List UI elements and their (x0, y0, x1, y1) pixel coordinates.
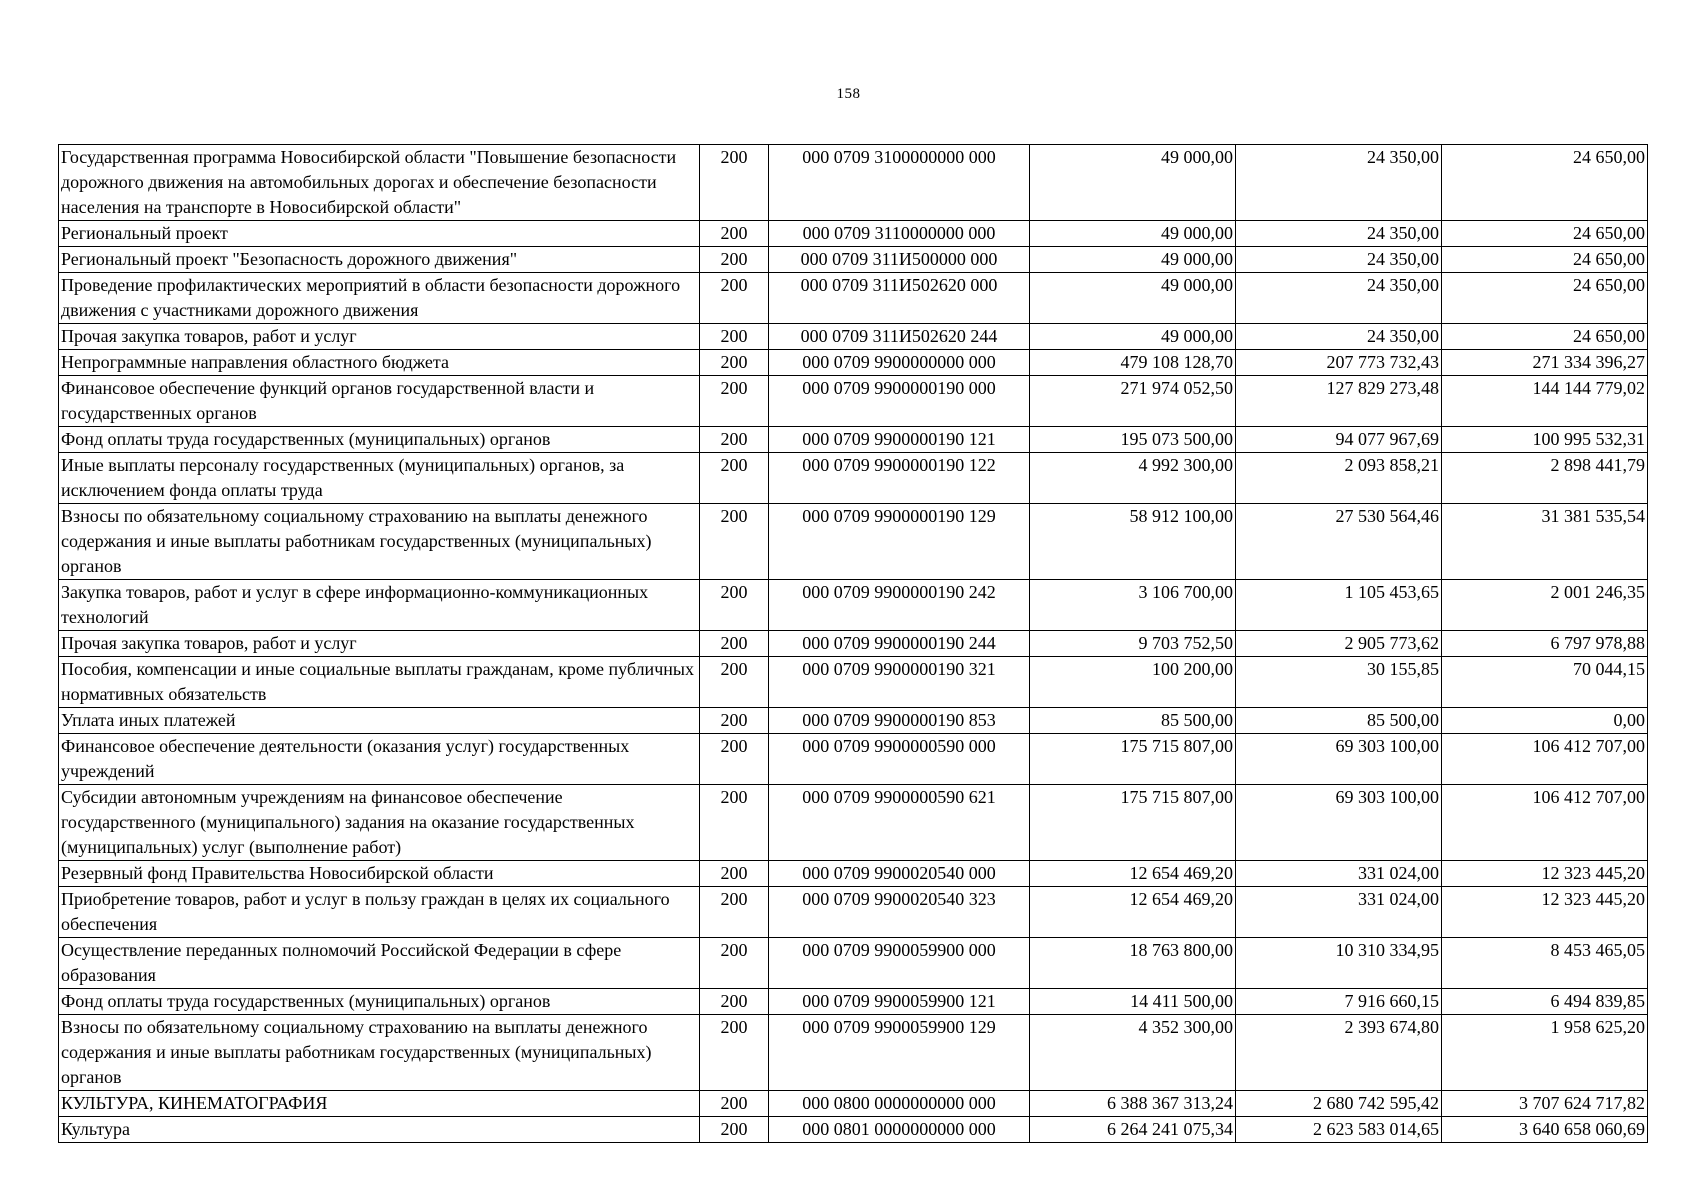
row-value-remaining: 100 995 532,31 (1442, 427, 1648, 453)
row-value-executed: 85 500,00 (1236, 708, 1442, 734)
row-value-remaining: 12 323 445,20 (1442, 861, 1648, 887)
row-value-assigned: 85 500,00 (1030, 708, 1236, 734)
row-name: Субсидии автономным учреждениям на финансовое обеспечение государственного (муниципального) задания на оказание государственных (муниципальных) услуг (выполнение работ) (59, 785, 700, 861)
row-kbk-code: 000 0709 311И502620 244 (769, 324, 1030, 350)
row-name: Финансовое обеспечение деятельности (оказания услуг) государственных учреждений (59, 734, 700, 785)
row-kbk-code: 000 0709 9900020540 000 (769, 861, 1030, 887)
table-row (59, 453, 1648, 504)
row-code: 200 (700, 861, 769, 887)
row-value-executed: 331 024,00 (1236, 861, 1442, 887)
row-value-remaining: 8 453 465,05 (1442, 938, 1648, 989)
row-kbk-code: 000 0709 9900000190 242 (769, 580, 1030, 631)
row-value-executed: 2 905 773,62 (1236, 631, 1442, 657)
row-value-executed: 69 303 100,00 (1236, 785, 1442, 861)
row-kbk-code: 000 0709 3110000000 000 (769, 221, 1030, 247)
row-value-remaining: 31 381 535,54 (1442, 504, 1648, 580)
row-value-remaining: 6 494 839,85 (1442, 989, 1648, 1015)
table-row (59, 1117, 1648, 1143)
table-row (59, 861, 1648, 887)
row-value-assigned: 175 715 807,00 (1030, 785, 1236, 861)
row-kbk-code: 000 0709 9900000190 000 (769, 376, 1030, 427)
row-code: 200 (700, 221, 769, 247)
row-value-remaining: 0,00 (1442, 708, 1648, 734)
row-code: 200 (700, 427, 769, 453)
row-code: 200 (700, 273, 769, 324)
table-row (59, 145, 1648, 221)
row-value-remaining: 144 144 779,02 (1442, 376, 1648, 427)
row-value-executed: 94 077 967,69 (1236, 427, 1442, 453)
table-row (59, 785, 1648, 861)
row-name: Проведение профилактических мероприятий в области безопасности дорожного движения с участниками дорожного движения (59, 273, 700, 324)
row-code: 200 (700, 504, 769, 580)
row-code: 200 (700, 1015, 769, 1091)
budget-table-body (59, 145, 1648, 1143)
row-name: КУЛЬТУРА, КИНЕМАТОГРАФИЯ (59, 1091, 700, 1117)
row-name: Фонд оплаты труда государственных (муниципальных) органов (59, 989, 700, 1015)
row-value-executed: 2 680 742 595,42 (1236, 1091, 1442, 1117)
table-row (59, 221, 1648, 247)
row-code: 200 (700, 145, 769, 221)
table-row (59, 324, 1648, 350)
row-value-executed: 24 350,00 (1236, 324, 1442, 350)
row-name: Прочая закупка товаров, работ и услуг (59, 324, 700, 350)
row-kbk-code: 000 0800 0000000000 000 (769, 1091, 1030, 1117)
row-kbk-code: 000 0709 9900059900 000 (769, 938, 1030, 989)
row-code: 200 (700, 631, 769, 657)
row-kbk-code: 000 0709 311И502620 000 (769, 273, 1030, 324)
row-value-executed: 24 350,00 (1236, 273, 1442, 324)
row-value-executed: 127 829 273,48 (1236, 376, 1442, 427)
row-value-remaining: 24 650,00 (1442, 221, 1648, 247)
row-value-assigned: 49 000,00 (1030, 273, 1236, 324)
row-kbk-code: 000 0709 9900000000 000 (769, 350, 1030, 376)
row-code: 200 (700, 734, 769, 785)
row-code: 200 (700, 247, 769, 273)
row-value-assigned: 9 703 752,50 (1030, 631, 1236, 657)
row-name: Взносы по обязательному социальному страхованию на выплаты денежного содержания и иные выплаты работникам государственных (муниципальных) органов (59, 504, 700, 580)
row-value-assigned: 100 200,00 (1030, 657, 1236, 708)
row-value-remaining: 24 650,00 (1442, 324, 1648, 350)
row-kbk-code: 000 0709 9900000190 321 (769, 657, 1030, 708)
row-value-remaining: 2 001 246,35 (1442, 580, 1648, 631)
row-name: Осуществление переданных полномочий Российской Федерации в сфере образования (59, 938, 700, 989)
row-value-assigned: 4 992 300,00 (1030, 453, 1236, 504)
row-code: 200 (700, 657, 769, 708)
row-value-assigned: 58 912 100,00 (1030, 504, 1236, 580)
row-code: 200 (700, 1117, 769, 1143)
row-value-remaining: 3 640 658 060,69 (1442, 1117, 1648, 1143)
table-row (59, 631, 1648, 657)
row-kbk-code: 000 0709 9900000190 853 (769, 708, 1030, 734)
row-value-remaining: 12 323 445,20 (1442, 887, 1648, 938)
row-value-executed: 2 393 674,80 (1236, 1015, 1442, 1091)
row-code: 200 (700, 453, 769, 504)
row-name: Государственная программа Новосибирской области "Повышение безопасности дорожного движения на автомобильных дорогах и обеспечение безопасности населения на транспорте в Новосибирской области" (59, 145, 700, 221)
row-code: 200 (700, 708, 769, 734)
row-kbk-code: 000 0709 9900000190 244 (769, 631, 1030, 657)
table-row (59, 938, 1648, 989)
table-row (59, 989, 1648, 1015)
table-row (59, 708, 1648, 734)
row-value-executed: 207 773 732,43 (1236, 350, 1442, 376)
row-code: 200 (700, 324, 769, 350)
row-value-executed: 24 350,00 (1236, 221, 1442, 247)
table-row (59, 580, 1648, 631)
row-value-remaining: 106 412 707,00 (1442, 734, 1648, 785)
row-value-executed: 331 024,00 (1236, 887, 1442, 938)
row-kbk-code: 000 0709 9900000590 000 (769, 734, 1030, 785)
row-value-remaining: 3 707 624 717,82 (1442, 1091, 1648, 1117)
page-number: 158 (836, 86, 861, 102)
row-kbk-code: 000 0801 0000000000 000 (769, 1117, 1030, 1143)
table-row (59, 504, 1648, 580)
row-value-assigned: 6 388 367 313,24 (1030, 1091, 1236, 1117)
row-code: 200 (700, 887, 769, 938)
row-code: 200 (700, 376, 769, 427)
table-row (59, 427, 1648, 453)
row-kbk-code: 000 0709 9900059900 121 (769, 989, 1030, 1015)
row-name: Региональный проект "Безопасность дорожного движения" (59, 247, 700, 273)
row-value-remaining: 106 412 707,00 (1442, 785, 1648, 861)
row-value-assigned: 6 264 241 075,34 (1030, 1117, 1236, 1143)
row-value-remaining: 24 650,00 (1442, 247, 1648, 273)
row-code: 200 (700, 580, 769, 631)
row-name: Культура (59, 1117, 700, 1143)
row-value-assigned: 4 352 300,00 (1030, 1015, 1236, 1091)
row-code: 200 (700, 1091, 769, 1117)
row-value-assigned: 49 000,00 (1030, 324, 1236, 350)
row-name: Резервный фонд Правительства Новосибирской области (59, 861, 700, 887)
row-name: Региональный проект (59, 221, 700, 247)
row-kbk-code: 000 0709 9900000190 121 (769, 427, 1030, 453)
row-value-executed: 24 350,00 (1236, 145, 1442, 221)
row-kbk-code: 000 0709 9900000590 621 (769, 785, 1030, 861)
row-value-assigned: 195 073 500,00 (1030, 427, 1236, 453)
row-value-assigned: 175 715 807,00 (1030, 734, 1236, 785)
table-row (59, 376, 1648, 427)
row-kbk-code: 000 0709 9900059900 129 (769, 1015, 1030, 1091)
row-name: Финансовое обеспечение функций органов государственной власти и государственных органов (59, 376, 700, 427)
row-value-remaining: 6 797 978,88 (1442, 631, 1648, 657)
row-code: 200 (700, 350, 769, 376)
table-row (59, 247, 1648, 273)
row-value-assigned: 271 974 052,50 (1030, 376, 1236, 427)
row-value-remaining: 1 958 625,20 (1442, 1015, 1648, 1091)
row-value-assigned: 49 000,00 (1030, 145, 1236, 221)
table-row (59, 1091, 1648, 1117)
row-value-executed: 2 093 858,21 (1236, 453, 1442, 504)
table-row (59, 350, 1648, 376)
row-value-assigned: 18 763 800,00 (1030, 938, 1236, 989)
row-value-remaining: 24 650,00 (1442, 273, 1648, 324)
row-value-executed: 27 530 564,46 (1236, 504, 1442, 580)
row-name: Пособия, компенсации и иные социальные выплаты гражданам, кроме публичных нормативных обязательств (59, 657, 700, 708)
row-value-executed: 69 303 100,00 (1236, 734, 1442, 785)
row-value-assigned: 49 000,00 (1030, 221, 1236, 247)
row-value-assigned: 479 108 128,70 (1030, 350, 1236, 376)
row-value-assigned: 12 654 469,20 (1030, 887, 1236, 938)
row-name: Прочая закупка товаров, работ и услуг (59, 631, 700, 657)
row-kbk-code: 000 0709 9900000190 122 (769, 453, 1030, 504)
row-kbk-code: 000 0709 9900000190 129 (769, 504, 1030, 580)
row-name: Закупка товаров, работ и услуг в сфере информационно-коммуникационных технологий (59, 580, 700, 631)
row-value-executed: 24 350,00 (1236, 247, 1442, 273)
row-value-executed: 2 623 583 014,65 (1236, 1117, 1442, 1143)
row-value-executed: 30 155,85 (1236, 657, 1442, 708)
table-row (59, 657, 1648, 708)
row-value-remaining: 2 898 441,79 (1442, 453, 1648, 504)
row-name: Приобретение товаров, работ и услуг в пользу граждан в целях их социального обеспечения (59, 887, 700, 938)
budget-table (58, 144, 1648, 1143)
row-code: 200 (700, 938, 769, 989)
row-value-assigned: 3 106 700,00 (1030, 580, 1236, 631)
row-value-remaining: 70 044,15 (1442, 657, 1648, 708)
table-row (59, 734, 1648, 785)
table-row (59, 273, 1648, 324)
table-row (59, 1015, 1648, 1091)
row-value-remaining: 24 650,00 (1442, 145, 1648, 221)
row-value-assigned: 14 411 500,00 (1030, 989, 1236, 1015)
row-value-remaining: 271 334 396,27 (1442, 350, 1648, 376)
row-name: Непрограммные направления областного бюджета (59, 350, 700, 376)
row-kbk-code: 000 0709 3100000000 000 (769, 145, 1030, 221)
row-value-assigned: 12 654 469,20 (1030, 861, 1236, 887)
row-name: Фонд оплаты труда государственных (муниципальных) органов (59, 427, 700, 453)
row-name: Иные выплаты персоналу государственных (муниципальных) органов, за исключением фонда оплаты труда (59, 453, 700, 504)
row-code: 200 (700, 785, 769, 861)
row-name: Уплата иных платежей (59, 708, 700, 734)
row-value-assigned: 49 000,00 (1030, 247, 1236, 273)
row-value-executed: 7 916 660,15 (1236, 989, 1442, 1015)
row-value-executed: 1 105 453,65 (1236, 580, 1442, 631)
row-kbk-code: 000 0709 311И500000 000 (769, 247, 1030, 273)
row-kbk-code: 000 0709 9900020540 323 (769, 887, 1030, 938)
table-row (59, 887, 1648, 938)
row-code: 200 (700, 989, 769, 1015)
row-name: Взносы по обязательному социальному страхованию на выплаты денежного содержания и иные выплаты работникам государственных (муниципальных) органов (59, 1015, 700, 1091)
row-value-executed: 10 310 334,95 (1236, 938, 1442, 989)
